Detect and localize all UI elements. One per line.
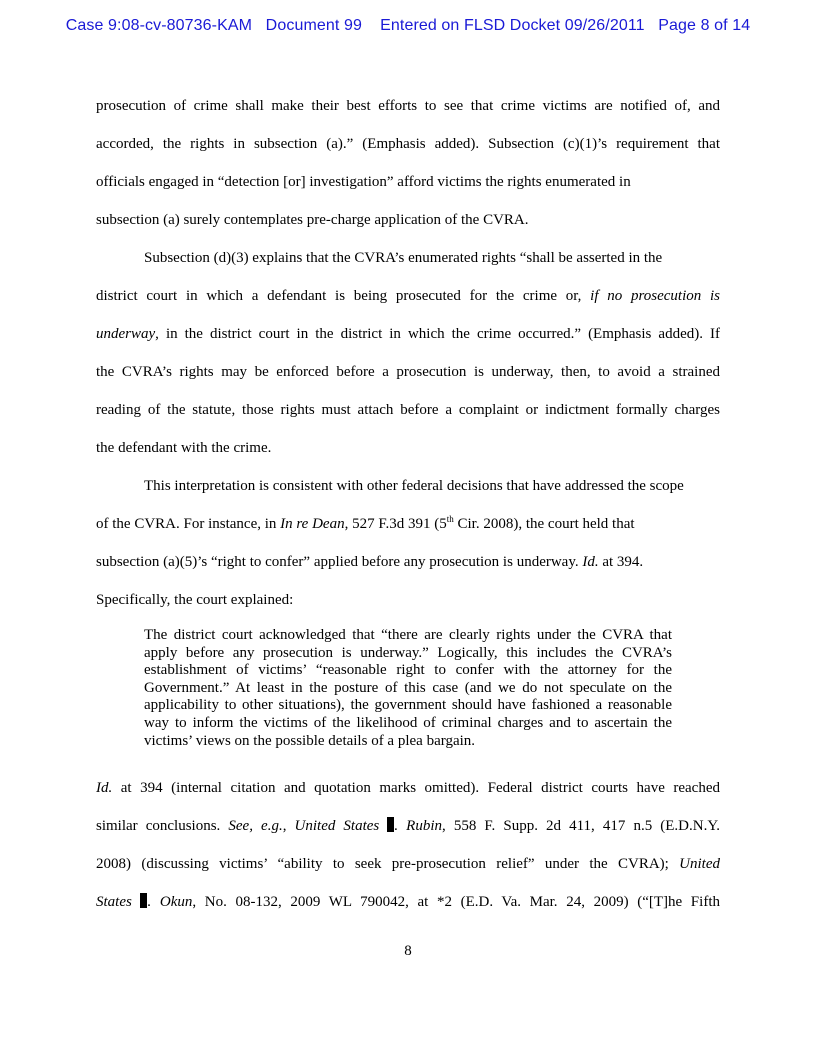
body-line: [96, 325, 720, 343]
body-line: Subsection (d)(3) explains that the CVRA’s enumerated rights “shall be asserted in the: [144, 250, 663, 266]
body-line: [96, 287, 720, 305]
body-line: [96, 817, 720, 835]
citation-id: Id.: [582, 554, 599, 570]
body-line: [96, 515, 720, 533]
case-name: States: [96, 894, 132, 910]
body-line: subsection (a) surely contemplates pre-charge application of the CVRA.: [96, 212, 529, 228]
body-line: Specifically, the court explained:: [96, 592, 294, 608]
body-line: the CVRA’s rights may be enforced before a prosecution is underway, then, to avoid a strained: [96, 364, 720, 380]
docket-header: Case 9:08-cv-80736-KAM Document 99 Entered on FLSD Docket 09/26/2011 Page 8 of 14: [65, 17, 751, 34]
signal-see-eg: See, e.g.: [228, 818, 283, 834]
text-run: Cir. 2008), the court held that: [453, 516, 635, 532]
emphasis-text: if no prosecution is: [590, 288, 720, 304]
body-line: [96, 855, 720, 873]
text-run: of the CVRA. For instance, in: [96, 516, 281, 532]
text-run: , No. 08-132, 2009 WL 790042, at *2 (E.D. Va. Mar. 24, 2009) (“[T]he Fifth: [192, 894, 720, 910]
body-line: [96, 779, 720, 797]
page-number: 8: [404, 943, 412, 959]
body-line: officials engaged in “detection [or] investigation” afford victims the rights enumerated in: [96, 174, 631, 190]
emphasis-text: underway: [96, 326, 156, 342]
body-line: the defendant with the crime.: [96, 440, 272, 456]
body-line: [96, 553, 720, 571]
case-name: . Okun: [147, 894, 193, 910]
text-run: district court in which a defendant is being prosecuted for the crime or,: [96, 288, 591, 304]
body-line: [96, 893, 720, 911]
text-run: [132, 894, 141, 910]
text-run: 2008) (discussing victims’ “ability to seek pre-prosecution relief” under the CVRA);: [96, 856, 680, 872]
case-name: United: [679, 856, 720, 872]
citation-id: Id.: [96, 780, 113, 796]
case-name: In re Dean: [280, 516, 345, 532]
text-run: similar conclusions.: [96, 818, 229, 834]
case-name: . Rubin: [394, 818, 442, 834]
block-quote: The district court acknowledged that “there are clearly rights under the CVRA that apply before any prosecution is underway.” Logically, this includes the CVRA’s establishment of victims’ “reasonable right to confer with the attorney for the Government.” At least in the posture of this case (and we do not speculate on the applicability to other situations), the government should have fashioned a reasonable way to inform the victims of the likelihood of criminal charges and to ascertain the victims’ views on the possible details of a plea bargain.: [144, 627, 672, 749]
body-line: This interpretation is consistent with other federal decisions that have addressed the scope: [144, 478, 684, 494]
case-name: United States: [294, 818, 380, 834]
text-run: subsection (a)(5)’s “right to confer” applied before any prosecution is underway.: [96, 554, 583, 570]
text-run: , 527 F.3d 391 (5: [344, 516, 447, 532]
text-run: at 394 (internal citation and quotation marks omitted). Federal district courts have reached: [112, 780, 720, 796]
text-run: [379, 818, 387, 834]
ordinal-suffix: th: [446, 514, 454, 524]
text-run: , 558 F. Supp. 2d 411, 417 n.5 (E.D.N.Y.: [442, 818, 720, 834]
text-run: ,: [282, 818, 295, 834]
text-run: at 394.: [598, 554, 644, 570]
body-line: reading of the statute, those rights must attach before a complaint or indictment formally charges: [96, 402, 720, 418]
body-line: prosecution of crime shall make their best efforts to see that crime victims are notified of, and: [96, 98, 720, 114]
body-line: accorded, the rights in subsection (a).” (Emphasis added). Subsection (c)(1)’s requirement that: [96, 136, 720, 152]
text-run: , in the district court in the district in which the crime occurred.” (Emphasis added). If: [155, 326, 720, 342]
